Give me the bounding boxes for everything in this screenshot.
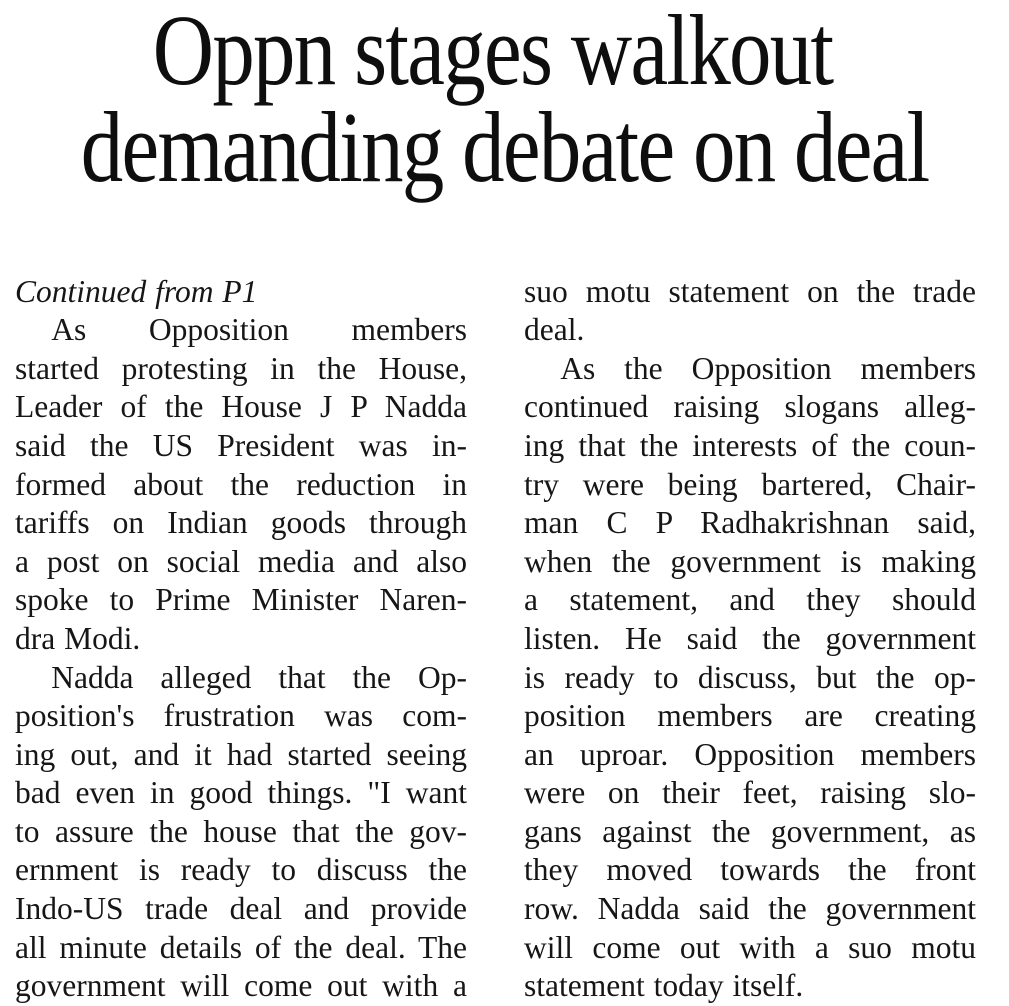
text-line: is ready to discuss, but the op-	[524, 659, 976, 695]
text-line: Nadda alleged that the Op-	[51, 659, 467, 695]
text-line: ing out, and it had started seeing	[15, 736, 467, 772]
text-line: Leader of the House J P Nadda	[15, 389, 467, 425]
text-line: ing that the interests of the coun-	[524, 427, 976, 463]
text-line: statement today itself.	[524, 968, 804, 1004]
text-line: formed about the reduction in	[15, 466, 467, 502]
text-line: continued raising slogans alleg-	[524, 389, 976, 425]
text-line: man C P Radhakrishnan said,	[524, 505, 976, 541]
body-column-left	[15, 273, 467, 1006]
text-line: to assure the house that the gov-	[15, 813, 467, 849]
text-line: As Opposition members	[51, 312, 467, 348]
headline-line-2: demanding debate on deal	[80, 90, 929, 203]
text-line: gans against the government, as	[524, 813, 976, 849]
text-line: all minute details of the deal. The	[15, 929, 467, 965]
text-line: they moved towards the front	[524, 852, 976, 888]
article-body	[0, 264, 986, 1006]
text-line: tariffs on Indian goods through	[15, 505, 467, 541]
body-column-right	[524, 273, 976, 1006]
text-line: spoke to Prime Minister Naren-	[15, 582, 467, 618]
headline-line-1: Oppn stages walkout	[153, 0, 833, 106]
text-line: said the US President was in-	[15, 427, 467, 463]
text-line: position members are creating	[524, 698, 976, 734]
text-line: position's frustration was com-	[15, 698, 467, 734]
text-line: row. Nadda said the government	[524, 891, 976, 927]
text-line: Indo-US trade deal and provide	[15, 891, 467, 927]
text-line: when the government is making	[524, 543, 976, 579]
text-line: dra Modi.	[15, 620, 141, 656]
article-headline	[0, 0, 986, 203]
text-line: will come out with a suo motu	[524, 929, 976, 965]
text-line: an uproar. Opposition members	[524, 736, 976, 772]
text-line: As the Opposition members	[560, 350, 976, 386]
text-line: started protesting in the House,	[15, 350, 467, 386]
text-line: bad even in good things. "I want	[15, 775, 467, 811]
text-line: try were being bartered, Chair-	[524, 466, 976, 502]
text-line: a statement, and they should	[524, 582, 976, 618]
text-line: government will come out with a	[15, 968, 467, 1004]
text-line: were on their feet, raising slo-	[524, 775, 976, 811]
text-line: suo motu statement on the trade	[524, 273, 976, 309]
text-line: listen. He said the government	[524, 620, 976, 656]
text-line: a post on social media and also	[15, 543, 467, 579]
text-line: ernment is ready to discuss the	[15, 852, 467, 888]
continued-from-label: Continued from P1	[15, 273, 258, 309]
text-line: deal.	[524, 312, 585, 348]
